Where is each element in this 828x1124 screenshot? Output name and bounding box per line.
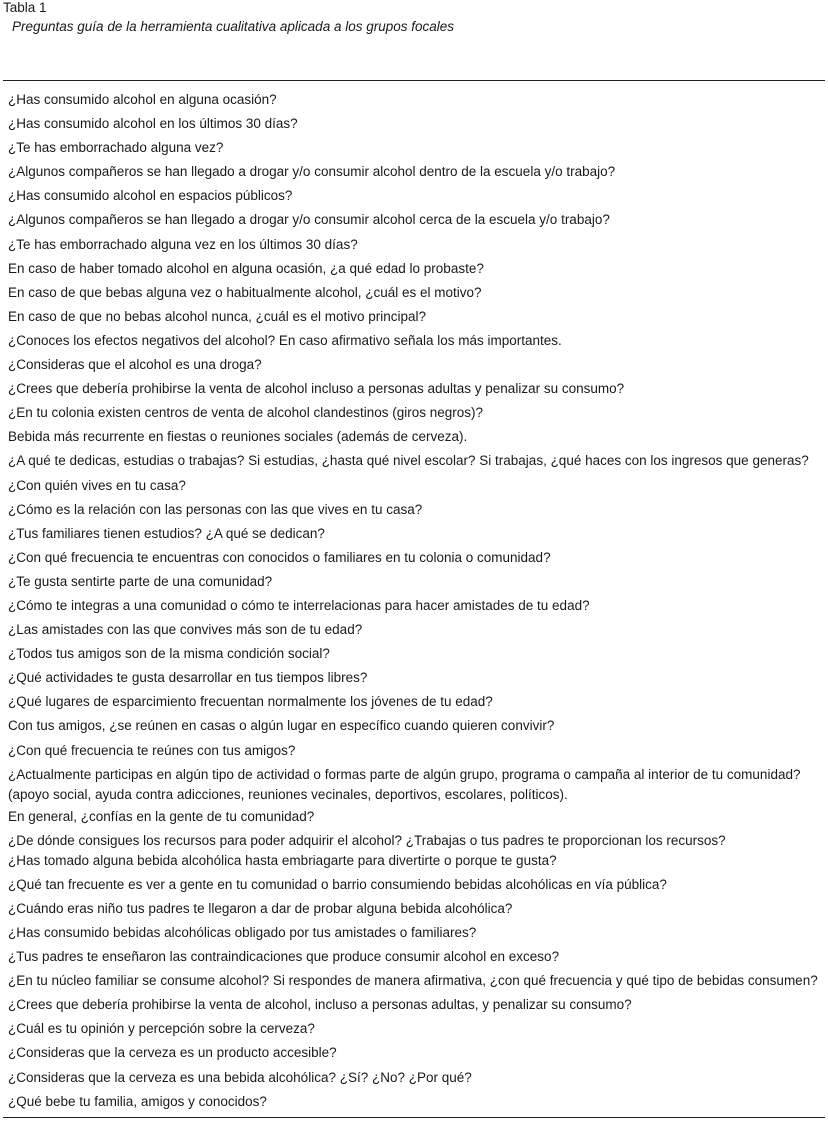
table-row: ¿Cuándo eras niño tus padres te llegaron a dar de probar alguna bebida alcohólica?	[8, 900, 513, 916]
table-row: ¿Cómo es la relación con las personas con las que vives en tu casa?	[8, 501, 423, 517]
table-row: ¿Consideras que el alcohol es una droga?	[8, 357, 262, 373]
table-bottom-rule	[3, 1117, 825, 1118]
table-row: ¿Tus familiares tienen estudios? ¿A qué se dedican?	[8, 525, 325, 541]
table-row: ¿Consideras que la cerveza es una bebida alcohólica? ¿Sí? ¿No? ¿Por qué?	[8, 1069, 472, 1085]
table-row: ¿Qué tan frecuente es ver a gente en tu comunidad o barrio consumiendo bebidas alcohólicas en vía pública?	[8, 876, 667, 892]
table-caption: Tabla 1	[3, 0, 47, 15]
table-row: ¿Todos tus amigos son de la misma condición social?	[8, 646, 330, 662]
table-row: ¿Has tomado alguna bebida alcohólica hasta embriagarte para divertirte o porque te gusta?	[8, 852, 557, 868]
table-row: ¿A qué te dedicas, estudias o trabajas? Si estudias, ¿hasta qué nivel escolar? Si trabajas, ¿qué haces con los ingresos que generas?	[8, 453, 809, 469]
table-row-line: (apoyo social, ayuda contra adicciones, reuniones vecinales, deportivos, escolares, políticos).	[8, 786, 568, 802]
table-row: En caso de que no bebas alcohol nunca, ¿cuál es el motivo principal?	[8, 308, 427, 324]
table-row: ¿Con qué frecuencia te reúnes con tus amigos?	[8, 742, 296, 758]
table-row: ¿Has consumido alcohol en los últimos 30 días?	[8, 116, 298, 132]
table-row: ¿Cuál es tu opinión y percepción sobre la cerveza?	[8, 1021, 315, 1037]
table-top-rule	[3, 80, 825, 81]
table-row: ¿Has consumido alcohol en alguna ocasión?	[8, 92, 277, 107]
table-row-line: ¿Actualmente participas en algún tipo de actividad o formas parte de algún grupo, programa o campaña al interior de tu comunidad?	[8, 766, 801, 782]
table-row: ¿En tu núcleo familiar se consume alcohol? Si respondes de manera afirmativa, ¿con qué frecuencia y qué tipo de bebidas consumen?	[8, 973, 818, 989]
table-row: ¿Qué lugares de esparcimiento frecuentan normalmente los jóvenes de tu edad?	[8, 694, 493, 710]
table-row: ¿Has consumido alcohol en espacios públicos?	[8, 188, 293, 204]
table-row: Con tus amigos, ¿se reúnen en casas o algún lugar en específico cuando quieren convivir?	[8, 718, 555, 734]
table-row: ¿Qué bebe tu familia, amigos y conocidos?	[8, 1093, 267, 1109]
table-row: ¿Tus padres te enseñaron las contraindicaciones que produce consumir alcohol en exceso?	[8, 949, 560, 965]
table-row: En general, ¿confías en la gente de tu comunidad?	[8, 808, 315, 824]
table-row: ¿Crees que debería prohibirse la venta de alcohol, incluso a personas adultas, y penalizar su consumo?	[8, 997, 632, 1013]
table-row: ¿De dónde consigues los recursos para poder adquirir el alcohol? ¿Trabajas o tus padres te proporcionan los recursos?	[8, 832, 726, 848]
table-row: ¿Te gusta sentirte parte de una comunidad?	[8, 573, 273, 589]
table-row: ¿Cómo te integras a una comunidad o cómo te interrelacionas para hacer amistades de tu edad?	[8, 597, 590, 613]
table-row: ¿Conoces los efectos negativos del alcohol? En caso afirmativo señala los más importantes.	[8, 332, 562, 348]
table-row: ¿Consideras que la cerveza es un producto accesible?	[8, 1045, 337, 1061]
table-row: ¿Con qué frecuencia te encuentras con conocidos o familiares en tu colonia o comunidad?	[8, 549, 551, 565]
table-row: ¿Te has emborrachado alguna vez?	[8, 140, 224, 156]
table-row: ¿Has consumido bebidas alcohólicas obligado por tus amistades o familiares?	[8, 925, 477, 940]
table-row: ¿Crees que debería prohibirse la venta de alcohol incluso a personas adultas y penalizar su consumo?	[8, 381, 625, 397]
table-row: ¿Algunos compañeros se han llegado a drogar y/o consumir alcohol cerca de la escuela y/o trabajo?	[8, 212, 610, 228]
question-list	[8, 90, 824, 1116]
table-subtitle: Preguntas guía de la herramienta cualitativa aplicada a los grupos focales	[12, 19, 455, 34]
table-row: Bebida más recurrente en fiestas o reuniones sociales (además de cerveza).	[8, 429, 468, 445]
table-row: ¿Algunos compañeros se han llegado a drogar y/o consumir alcohol dentro de la escuela y/o trabajo?	[8, 164, 616, 180]
table-row-multiline	[8, 765, 824, 807]
table-row: ¿Las amistades con las que convives más son de tu edad?	[8, 622, 363, 638]
table-row: ¿Con quién vives en tu casa?	[8, 477, 186, 493]
table-row: En caso de haber tomado alcohol en alguna ocasión, ¿a qué edad lo probaste?	[8, 260, 484, 276]
table-row: ¿Te has emborrachado alguna vez en los últimos 30 días?	[8, 236, 358, 252]
table-row: ¿En tu colonia existen centros de venta de alcohol clandestinos (giros negros)?	[8, 405, 484, 421]
table-row: En caso de que bebas alguna vez o habitualmente alcohol, ¿cuál es el motivo?	[8, 284, 482, 300]
table-row: ¿Qué actividades te gusta desarrollar en tus tiempos libres?	[8, 670, 368, 686]
